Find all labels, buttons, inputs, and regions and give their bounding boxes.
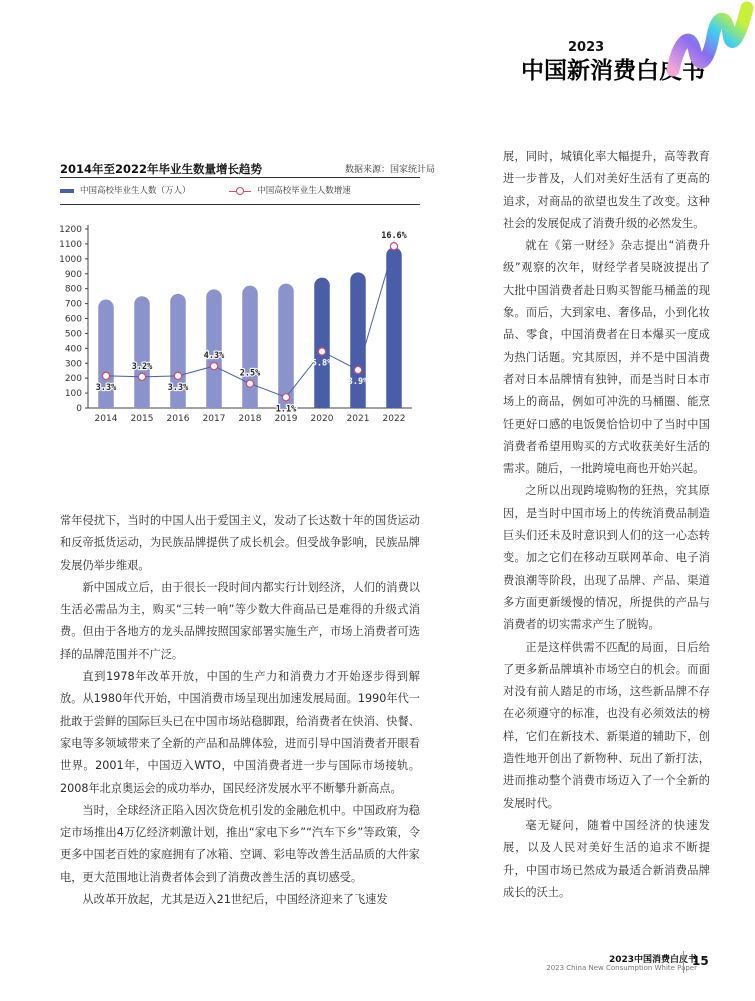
legend-label-bars: 中国高校毕业生人数（万人） xyxy=(80,186,191,196)
chart-legend-rule xyxy=(60,204,420,205)
y-tick-label: 0 xyxy=(76,404,82,414)
legend-swatch-line xyxy=(229,187,251,195)
x-tick-label: 2016 xyxy=(166,414,190,424)
y-tick-label: 100 xyxy=(64,389,82,400)
body-paragraph: 新中国成立后，由于很长一段时间内都实行计划经济，人们的消费以生活必需品为主，购买“三转一响”等少数大件商品已是难得的升级式消费。但由于各地方的龙头品牌按照国家部署实施生产，市场上消费者可选择的品牌范围并不广泛。 xyxy=(60,580,420,661)
x-tick-label: 2019 xyxy=(274,414,298,424)
growth-label: 3.3% xyxy=(95,382,117,393)
y-tick-label: 800 xyxy=(64,284,82,295)
footer-divider xyxy=(683,951,684,973)
x-tick-label: 2015 xyxy=(130,414,154,424)
growth-label: 1.1% xyxy=(275,404,297,415)
body-paragraph: 就在《第一财经》杂志提出“消费升级”观察的次年，财经学者吴晓波提出了大批中国消费者赴日购买智能马桶盖的现象。而后，大到家电、奢侈品，小到化妆品、零食，中国消费者在日本爆买一度成为热门话题。究其原因，并不是中国消费者对日本品牌情有独钟，而是当时日本市场上的商品，例如可冲洗的马桶圈、能烹饪更好口感的电饭煲恰恰切中了当时中国消费者希望用购买的方式收获美好生活的需求。随后，一批跨境电商也开始兴起。 xyxy=(503,239,710,476)
footer-subtitle: 2023 China New Consumption White Paper xyxy=(546,964,697,972)
legend-item-bars xyxy=(60,186,191,196)
bar xyxy=(350,272,366,408)
growth-point xyxy=(174,372,181,379)
y-tick-label: 1000 xyxy=(59,254,82,265)
x-tick-label: 2018 xyxy=(238,414,262,424)
body-paragraph: 当时，全球经济正陷入因次贷危机引发的金融危机中。中国政府为稳定市场推出4万亿经济刺激计划，推出“家电下乡”“汽车下乡”等政策，令更多中国老百姓的家庭拥有了冰箱、空调、彩电等改善生活品质的大件家电，更大范围地让消费者体会到了消费改善生活的真切感受。 xyxy=(60,803,420,884)
y-tick-label: 1100 xyxy=(59,239,82,250)
bar xyxy=(386,247,402,408)
growth-label: 3.9% xyxy=(347,376,369,387)
x-tick-label: 2014 xyxy=(94,414,118,424)
chart-plot xyxy=(52,212,427,427)
growth-label: 2.5% xyxy=(239,368,261,379)
growth-point xyxy=(354,366,361,373)
growth-point xyxy=(390,243,397,250)
y-tick-label: 200 xyxy=(64,374,82,385)
growth-point xyxy=(318,348,325,355)
growth-point xyxy=(246,380,253,387)
chart-title: 2014年至2022年毕业生数量增长趋势 xyxy=(60,162,263,176)
legend-swatch-bar xyxy=(60,189,74,193)
header-year: 2023 xyxy=(568,40,605,55)
growth-point xyxy=(210,362,217,369)
body-left-column xyxy=(60,510,420,911)
chart-source: 数据来源：国家统计局 xyxy=(344,165,435,175)
chart-legend xyxy=(60,184,387,196)
y-tick-label: 700 xyxy=(64,299,82,310)
body-paragraph: 常年侵扰下，当时的中国人出于爱国主义，发动了长达数十年的国货运动和反帝抵货运动，为民族品牌提供了成长机会。但受战争影响，民族品牌发展仍举步维艰。 xyxy=(60,514,420,572)
chart-top-rule xyxy=(60,177,420,178)
x-tick-label: 2020 xyxy=(310,414,334,424)
bar xyxy=(242,286,258,408)
body-paragraph: 毫无疑问，随着中国经济的快速发展，以及人民对美好生活的追求不断提升，中国市场已然成为最适合新消费品牌成长的沃土。 xyxy=(503,818,710,899)
y-tick-label: 1200 xyxy=(59,225,82,235)
body-paragraph: 正是这样供需不匹配的局面，日后给了更多新品牌填补市场空白的机会。而面对没有前人踏足的市场，这些新品牌不存在必须遵守的标准，也没有必须效法的榜样，它们在新技术、新渠道的辅助下，创造性地开创出了新物种、玩出了新打法，进而推动整个消费市场迈入了一个全新的发展时代。 xyxy=(503,640,710,810)
growth-point xyxy=(138,373,145,380)
y-tick-label: 400 xyxy=(64,344,82,355)
page-number: 15 xyxy=(692,954,709,968)
legend-item-line xyxy=(229,186,351,196)
growth-label: 16.6% xyxy=(381,231,407,242)
body-paragraph: 直到1978年改革开放，中国的生产力和消费力才开始逐步得到解放。从1980年代开始，中国消费市场呈现出加速发展局面。1990年代一批敢于尝鲜的国际巨头已在中国市场站稳脚跟，给消费者在快消、快餐、家电等多领域带来了全新的产品和品牌体验，进而引导中国消费者开眼看世界。2001年，中国迈入WTO，中国消费者进一步与国际市场接轨。2008年北京奥运会的成功举办，国民经济发展水平不断攀升新高点。 xyxy=(60,670,420,795)
y-tick-label: 900 xyxy=(64,269,82,280)
header-title: 中国新消费白皮书 xyxy=(521,58,705,84)
body-right-column xyxy=(503,146,710,904)
bar xyxy=(134,296,150,408)
bar xyxy=(206,289,222,408)
x-tick-label: 2021 xyxy=(346,414,370,424)
body-paragraph: 从改革开放起，尤其是迈入21世纪后，中国经济迎来了飞速发 xyxy=(82,893,388,907)
body-paragraph: 展，同时，城镇化率大幅提升，高等教育进一步普及，人们对美好生活有了更高的追求，对商品的欲望也发生了改变。这种社会的发展促成了消费升级的必然发生。 xyxy=(503,150,710,230)
y-tick-label: 500 xyxy=(64,329,82,340)
y-tick-label: 300 xyxy=(64,359,82,370)
growth-label: 3.2% xyxy=(131,361,153,372)
legend-label-line: 中国高校毕业生人数增速 xyxy=(257,186,351,196)
bar xyxy=(314,278,330,408)
growth-point xyxy=(102,372,109,379)
growth-point xyxy=(282,394,289,401)
growth-label: 4.3% xyxy=(203,351,225,362)
x-tick-label: 2017 xyxy=(202,414,226,424)
x-tick-label: 2022 xyxy=(382,414,406,424)
y-tick-label: 600 xyxy=(64,314,82,325)
body-paragraph: 之所以出现跨境购物的狂热，究其原因，是当时中国市场上的传统消费品制造巨头们还未及时意识到人们的这一心态转变。加之它们在移动互联网革命、电子消费浪潮等阶段，出现了品牌、产品、渠道多方面更新缓慢的情况，所提供的产品与消费者的切实需求产生了脱钩。 xyxy=(503,484,710,632)
ribbon-graphic xyxy=(665,0,755,90)
growth-label: 3.3% xyxy=(167,382,189,393)
bar xyxy=(278,284,294,408)
footer-title: 2023中国消费白皮书 xyxy=(608,955,697,965)
growth-label: 5.8% xyxy=(311,358,333,369)
